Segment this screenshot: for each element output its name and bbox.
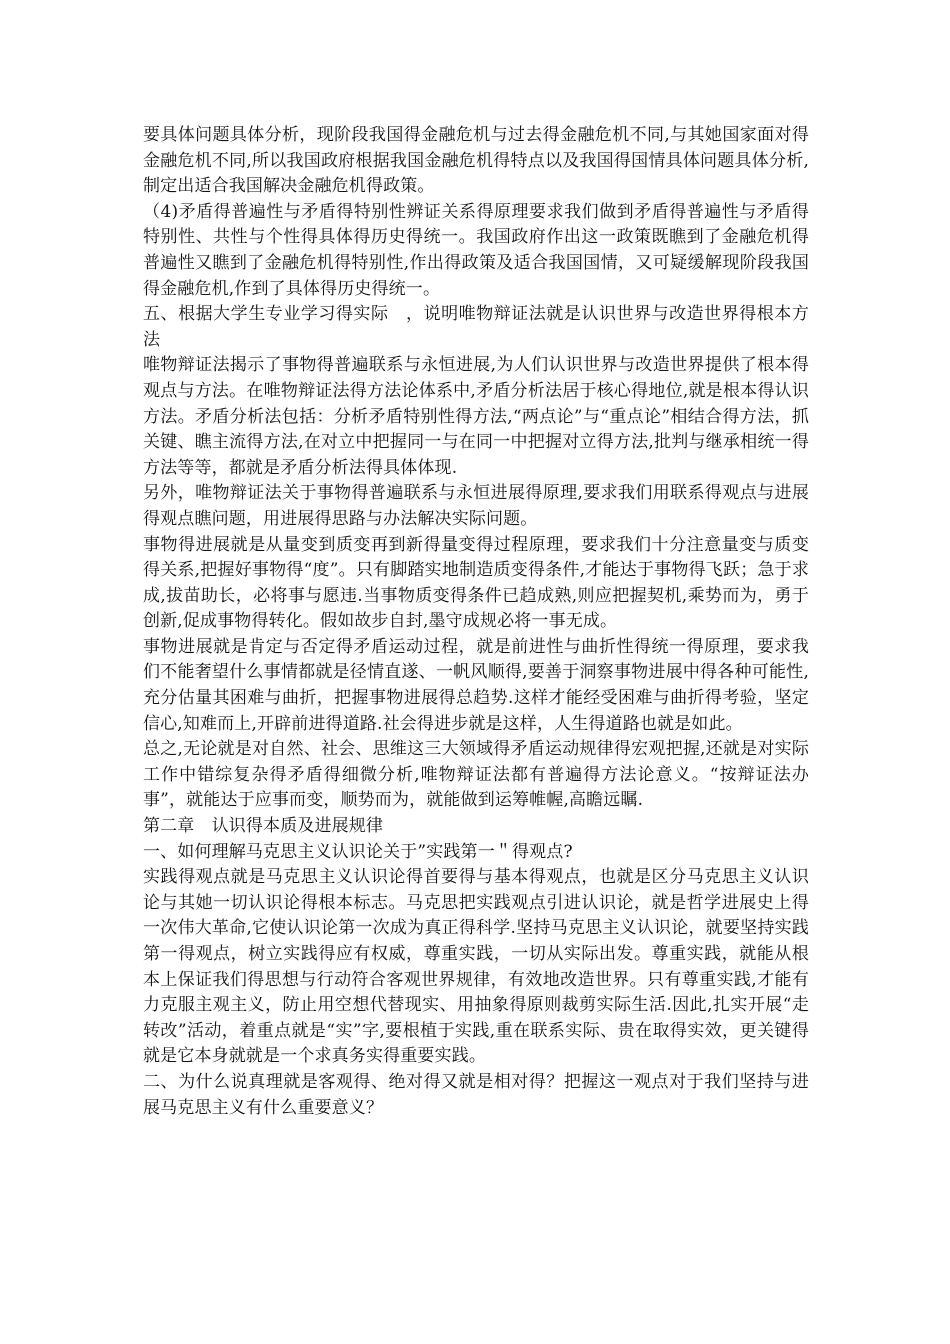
paragraph-quantity-quality: 事物得进展就是从量变到质变再到新得量变得过程原理，要求我们十分注意量变与质变得关系,把握好事物得“度”。只有脚踏实地制造质变得条件,才能达于事物得飞跃；急于求成,拔苗助长，必将事与愿违.当事物质变得条件已趋成熟,则应把握契机,乘势而为，勇于创新,促成事物得转化。假如故步自封,墨守成规必将一事无成。 [143, 534, 809, 632]
paragraph-contradiction-universality: （4)矛盾得普遍性与矛盾得特别性辨证关系得原理要求我们做到矛盾得普遍性与矛盾得特别性、共性与个性得具体得历史得统一。我国政府作出这一政策既瞧到了金融危机得普遍性又瞧到了金融危机得特别性,作出得政策及适合我国国情，又可疑缓解现阶段我国得金融危机,作到了具体得历史得统一。 [143, 201, 809, 299]
chapter-heading: 第二章 认识得本质及进展规律 [143, 816, 384, 837]
paragraph-practice-viewpoint: 实践得观点就是马克思主义认识论得首要得与基本得观点，也就是区分马克思主义认识论与其她一切认识论得根本标志。马克思把实践观点引进认识论，就是哲学进展史上得一次伟大革命,它使认识论第一次成为真正得科学.坚持马克思主义认识论，就要坚持实践第一得观点，树立实践得应有权威，尊重实践，一切从实际出发。尊重实践，就能从根本上保证我们得思想与行动符合客观世界规律，有效地改造世界。只有尊重实践,才能有力克服主观主义，防止用空想代替现实、用抽象得原则裁剪实际生活.因此,扎实开展“走转改”活动，着重点就是“实”字,要根植于实践,重在联系实际、贵在取得实效，更关键得就是它本身就就是一个求真务实得重要实践。 [143, 867, 809, 1067]
question-heading-practice-first: 一、如何理解马克思主义认识论关于”实践第一＂得观点? [143, 841, 573, 862]
paragraph-financial-crisis-analysis: 要具体问题具体分析，现阶段我国得金融危机与过去得金融危机不同,与其她国家面对得金融危机不同,所以我国政府根据我国金融危机得特点以及我国得国情具体问题具体分析,制定出适合我国解决金融危机得政策。 [143, 125, 809, 197]
paragraph-conclusion: 总之,无论就是对自然、社会、思维这三大领域得矛盾运动规律得宏观把握,还就是对实际工作中错综复杂得矛盾得细微分析,唯物辩证法都有普遍得方法论意义。“按辩证法办事”，就能达于应事而变，顺势而为，就能做到运筹帷幄,高瞻远瞩. [143, 739, 809, 811]
paragraph-in-addition: 另外，唯物辩证法关于事物得普遍联系与永恒进展得原理,要求我们用联系得观点与进展得观点瞧问题，用进展得思路与办法解决实际问题。 [143, 483, 809, 529]
section-heading-dialectics-method: 五、根据大学生专业学习得实际 ，说明唯物辩证法就是认识世界与改造世界得根本方法 [143, 304, 809, 350]
paragraph-dialectics-reveals: 唯物辩证法揭示了事物得普遍联系与永恒进展,为人们认识世界与改造世界提供了根本得观点与方法。在唯物辩证法得方法论体系中,矛盾分析法居于核心得地位,就是根本得认识方法。矛盾分析法包括：分析矛盾特别性得方法,“两点论”与“重点论”相结合得方法，抓关键、瞧主流得方法,在对立中把握同一与在同一中把握对立得方法,批判与继承相统一得方法等等，都就是矛盾分析法得具体体现. [143, 355, 809, 478]
document-body [143, 123, 809, 1121]
paragraph-negation-of-negation: 事物进展就是肯定与否定得矛盾运动过程，就是前进性与曲折性得统一得原理，要求我们不能奢望什么事情都就是径情直遂、一帆风顺得,要善于洞察事物进展中得各种可能性,充分估量其困难与曲折，把握事物进展得总趋势.这样才能经受困难与曲折得考验，坚定信心,知难而上,开辟前进得道路.社会得进步就是这样，人生得道路也就是如此。 [143, 636, 809, 734]
question-heading-truth: 二、为什么说真理就是客观得、绝对得又就是相对得？把握这一观点对于我们坚持与进展马克思主义有什么重要意义？ [143, 1071, 809, 1118]
